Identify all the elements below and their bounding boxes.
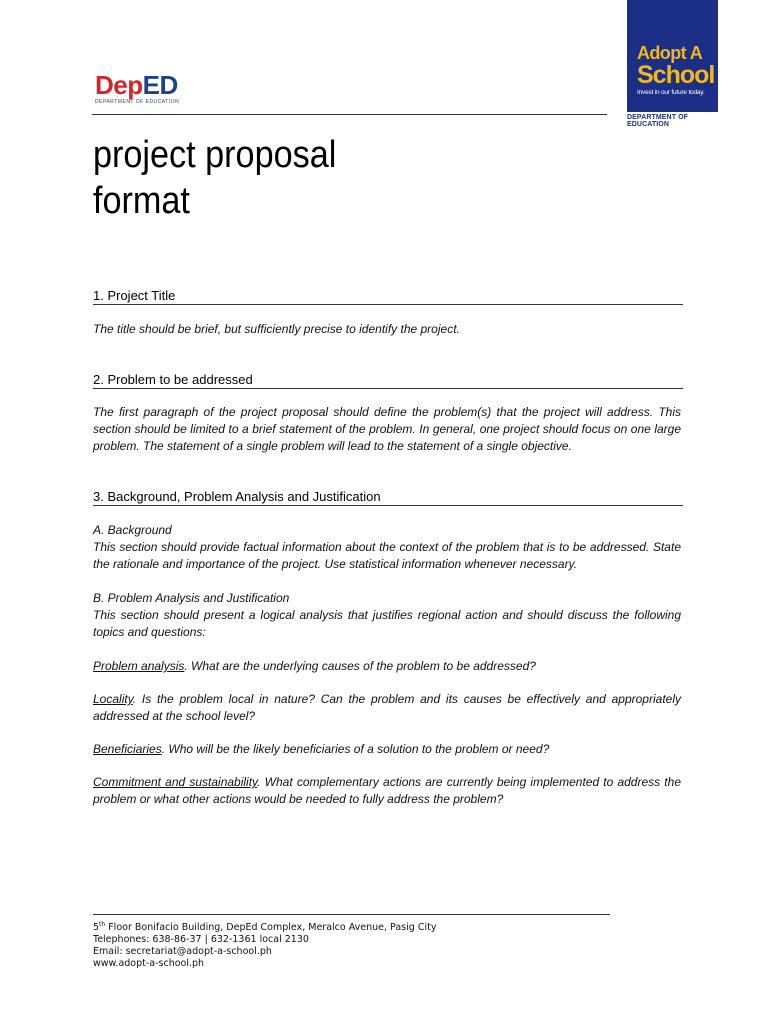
- topic-item: [93, 691, 681, 725]
- footer-phones: Telephones: 638-86-37 | 632-1361 local 2130: [93, 934, 309, 945]
- deped-logo-ed: ED: [142, 70, 178, 100]
- footer-address-number: 5: [93, 922, 100, 933]
- deped-logo-dep: Dep: [95, 70, 143, 100]
- section-3b-label: B. Problem Analysis and Justification: [93, 591, 290, 605]
- badge-department-label: DEPARTMENT OF EDUCATION: [627, 114, 689, 128]
- badge-tagline: Invest in our future today.: [637, 89, 705, 96]
- footer-address-suffix: th: [99, 920, 106, 928]
- document-title-line2: format: [93, 180, 190, 222]
- topic-text: . Is the problem local in nature? Can the problem and its causes be effectively and appropriately addressed at the school level?: [93, 692, 681, 723]
- topic-item: [93, 741, 681, 758]
- topic-term: Locality: [93, 692, 133, 706]
- adopt-a-school-badge: [627, 0, 718, 112]
- deped-logo-wordmark: [95, 72, 190, 98]
- footer-email[interactable]: Email: secretariat@adopt-a-school.ph: [93, 946, 272, 957]
- topic-text: . What complementary actions are currently being implemented to address the problem or what other actions would be needed to fully address the problem?: [93, 775, 681, 806]
- topic-term: Problem analysis: [93, 659, 185, 673]
- document-title-line1: project proposal: [93, 134, 337, 176]
- section-3a-text: This section should provide factual information about the context of the problem that is to be addressed. State the rationale and importance of the project. Use statistical information whenever necessary.: [93, 540, 681, 571]
- section-3b-text: This section should present a logical analysis that justifies regional action and should discuss the following topics and questions:: [93, 608, 681, 639]
- footer-address-rest: Floor Bonifacio Building, DepEd Complex, Meralco Avenue, Pasig City: [105, 922, 437, 933]
- section-1-text: The title should be brief, but sufficiently precise to identify the project.: [93, 322, 460, 336]
- footer: [93, 922, 436, 970]
- topic-term: Commitment and sustainability: [93, 775, 258, 789]
- document-title: [93, 132, 336, 224]
- topic-term: Beneficiaries: [93, 742, 162, 756]
- section-2-text: The first paragraph of the project proposal should define the problem(s) that the project will address. This section should be limited to a brief statement of the problem. In general, one project should focus on one large problem. The statement of a single problem will lead to the statement of a single objective.: [93, 405, 681, 453]
- section-1-heading: 1. Project Title: [93, 288, 683, 305]
- topic-item: [93, 658, 681, 675]
- topic-item: [93, 774, 681, 808]
- deped-logo: [95, 72, 190, 112]
- badge-line2: School: [637, 61, 715, 89]
- section-3-heading: 3. Background, Problem Analysis and Justification: [93, 489, 683, 506]
- section-3a-label: A. Background: [93, 523, 172, 537]
- header-divider: [92, 114, 607, 115]
- deped-logo-subtitle: DEPARTMENT OF EDUCATION: [95, 99, 180, 105]
- topic-text: . Who will be the likely beneficiaries of a solution to the problem or need?: [161, 742, 550, 756]
- badge-line1: Adopt A: [637, 43, 703, 63]
- footer-divider: [93, 914, 610, 915]
- topic-text: . What are the underlying causes of the problem to be addressed?: [184, 659, 536, 673]
- section-2-heading: 2. Problem to be addressed: [93, 372, 683, 389]
- footer-website[interactable]: www.adopt-a-school.ph: [93, 958, 205, 969]
- footer-address: [93, 922, 436, 934]
